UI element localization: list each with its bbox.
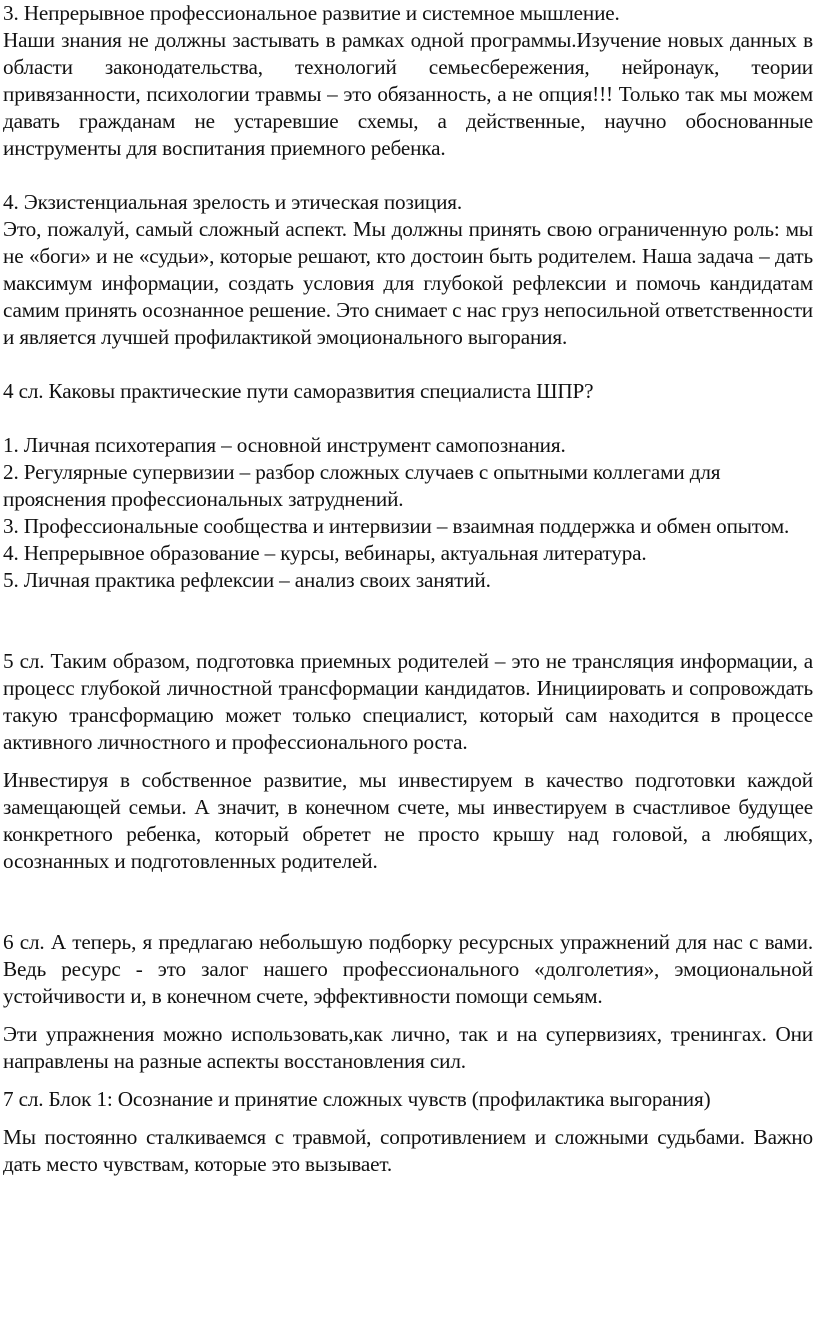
slide-5-paragraph-2: Инвестируя в собственное развитие, мы инвестируем в качество подготовки каждой замещающей семьи. А значит, в конечном счете, мы инвестируем в счастливое будущее конкретного ребенка, который обретет не просто крышу над головой, а любящих, осознанных и подготовленных родителей. (3, 768, 813, 873)
section-3-heading: 3. Непрерывное профессиональное развитие и системное мышление. (3, 1, 620, 25)
slide-4-question: 4 сл. Каковы практические пути саморазвития специалиста ШПР? (3, 379, 594, 403)
section-4-body: Это, пожалуй, самый сложный аспект. Мы должны принять свою ограниченную роль: мы не «боги» и не «судьи», которые решают, кто достоин быть родителем. Наша задача – дать максимум информации, создать условия для глубокой рефлексии и помочь кандидатам самим принять осознанное решение. Это снимает с нас груз непосильной ответственности и является лучшей профилактикой эмоционального выгорания. (3, 217, 813, 349)
list-item-3: 3. Профессиональные сообщества и интервизии – взаимная поддержка и обмен опытом. (3, 514, 790, 538)
spacer (3, 1010, 813, 1021)
section-4-heading: 4. Экзистенциальная зрелость и этическая позиция. (3, 190, 463, 214)
slide-7-body: Мы постоянно сталкиваемся с травмой, сопротивлением и сложными судьбами. Важно дать место чувствам, которые это вызывает. (3, 1125, 813, 1176)
document-page (3, 0, 813, 1178)
spacer (3, 756, 813, 767)
spacer (3, 1075, 813, 1086)
section-3-body: Наши знания не должны застывать в рамках одной программы.Изучение новых данных в области законодательства, технологий семьесбережения, нейронаук, теории привязанности, психологии травмы – это обязанность, а не опция!!! Только так мы можем давать гражданам не устаревшие схемы, а действенные, научно обоснованные инструменты для воспитания приемного ребенка. (3, 28, 813, 160)
list-item-4: 4. Непрерывное образование – курсы, вебинары, актуальная литература. (3, 541, 647, 565)
spacer (3, 1113, 813, 1124)
spacer (3, 875, 813, 929)
spacer (3, 162, 813, 189)
slide-5-paragraph-1: 5 сл. Таким образом, подготовка приемных родителей – это не трансляция информации, а процесс глубокой личностной трансформации кандидатов. Инициировать и сопровождать такую трансформацию может только специалист, который сам находится в процессе активного личностного и профессионального роста. (3, 649, 813, 754)
slide-7-heading: 7 сл. Блок 1: Осознание и принятие сложных чувств (профилактика выгорания) (3, 1087, 711, 1111)
list-item-2: 2. Регулярные супервизии – разбор сложных случаев с опытными коллегами для прояснения профессиональных затруднений. (3, 460, 721, 511)
list-item-1: 1. Личная психотерапия – основной инструмент самопознания. (3, 433, 566, 457)
list-item-5: 5. Личная практика рефлексии – анализ своих занятий. (3, 568, 491, 592)
slide-6-paragraph-1: 6 сл. А теперь, я предлагаю небольшую подборку ресурсных упражнений для нас с вами. Ведь ресурс - это залог нашего профессионального «долголетия», эмоциональной устойчивости и, в конечном счете, эффективности помощи семьям. (3, 930, 813, 1008)
slide-6-paragraph-2: Эти упражнения можно использовать,как лично, так и на супервизиях, тренингах. Они направлены на разные аспекты восстановления сил. (3, 1022, 813, 1073)
spacer (3, 594, 813, 648)
spacer (3, 351, 813, 378)
spacer (3, 405, 813, 432)
